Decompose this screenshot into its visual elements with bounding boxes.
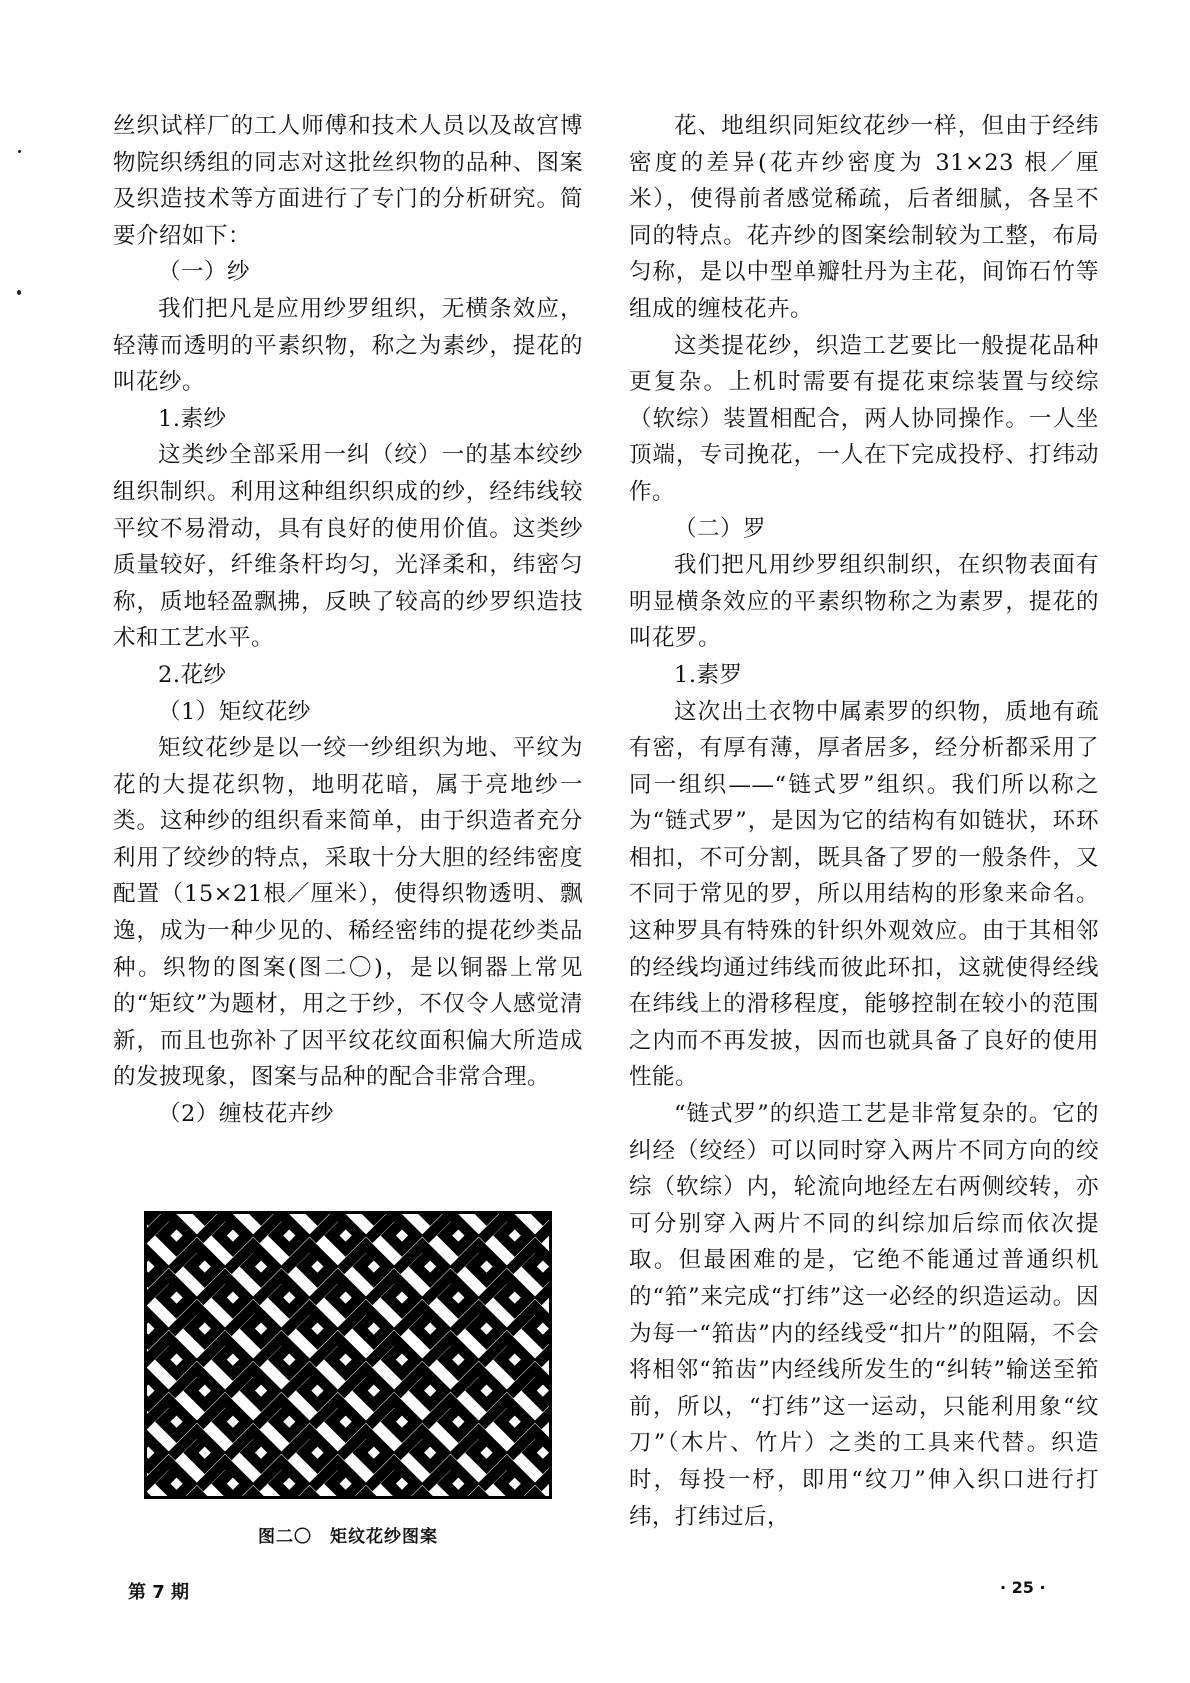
paragraph: 我们把凡用纱罗组织制织，在织物表面有明显横条效应的平素织物称之为素罗，提花的叫花罗。 — [629, 552, 1099, 652]
left-text-column — [113, 108, 583, 1133]
scan-speck — [17, 290, 21, 295]
paragraph: 我们把凡是应用纱罗组织，无横条效应，轻薄而透明的平素织物，称之为素纱，提花的叫花纱。 — [113, 295, 583, 396]
key-fret-motif — [288, 1214, 331, 1218]
section-heading: 1.素罗 — [674, 661, 743, 688]
key-fret-motif — [457, 1214, 500, 1218]
key-fret-motif — [175, 1214, 218, 1218]
key-fret-motif — [344, 1214, 387, 1218]
key-fret-motif — [147, 1307, 162, 1342]
paragraph: 这次出土衣物中属素罗的织物，质地有疏有密，有厚有薄，厚者居多，经分析都采用了同一组织——“链式罗”组织。我们所以称之为“链式罗”，是因为它的结构有如链状，环环相扣，不可分割，既具备了罗的一般条件，又不同于常见的罗，所以用结构的形象来命名。这种罗具有特殊的针织外观效应。由于其相邻的经线均通过纬线而彼此环扣，这就使得经线在纬线上的滑移程度，能够控制在较小的范围之内而不再发披，因而也就具备了良好的使用性能。 — [629, 698, 1099, 1091]
figure-caption: 图二〇 矩纹花纱图案 — [258, 1527, 438, 1547]
paragraph: 这类提花纱，织造工艺要比一般提花品种更复杂。上机时需要有提花束综装置与绞综（软综）装置相配合，两人协同操作。一人坐顶端，专司挽花，一人在下完成投杼、打纬动作。 — [629, 332, 1099, 505]
key-fret-motif — [147, 1431, 162, 1466]
section-heading: （2）缠枝花卉纱 — [158, 1101, 334, 1128]
meander-pattern-figure — [144, 1211, 552, 1499]
paragraph: 这类纱全部采用一纠（绞）一的基本绞纱组织制织。利用这种组织织成的纱，经纬线较平纹不易滑动，具有良好的使用价值。这类纱质量较好，纤维条杆均匀，光泽柔和，纬密匀称，质地轻盈飘拂，反映了较高的纱罗织造技术和工艺水平。 — [113, 442, 583, 652]
section-heading: （二）罗 — [674, 515, 767, 542]
page-number: · 25 · — [1000, 1578, 1046, 1597]
paragraph: 丝织试样厂的工人师傅和技术人员以及故宫博物院织绣组的同志对这批丝织物的品种、图案及织造技术等方面进行了专门的分析研究。简要介绍如下： — [113, 113, 583, 249]
key-fret-motif — [147, 1245, 162, 1280]
paragraph: 花、地组织同矩纹花纱一样，但由于经纬密度的差异(花卉纱密度为 31×23 根／厘米），使得前者感觉稀疏，后者细腻，各呈不同的特点。花卉纱的图案绘制较为工整，布局匀称，是以中型单瓣牡丹为主花，间饰石竹等组成的缠枝花卉。 — [629, 113, 1099, 322]
key-fret-pattern-graphic — [147, 1214, 549, 1496]
section-heading: （一）纱 — [158, 259, 251, 286]
paragraph: 矩纹花纱是以一绞一纱组织为地、平纹为花的大提花织物，地明花暗，属于亮地纱一类。这种纱的组织看来简单，由于织造者充分利用了绞纱的特点，采取十分大胆的经纬密度配置（15×21根／厘米），使得织物透明、飘逸，成为一种少见的、稀经密纬的提花纱类品种。织物的图案(图二〇)，是以铜器上常见的“矩纹”为题材，用之于纱，不仅令人感觉清新，而且也弥补了因平纹花纹面积偏大所造成的发披现象，图案与品种的配合非常合理。 — [113, 735, 583, 1091]
scan-speck — [18, 150, 21, 153]
key-fret-motif — [513, 1214, 549, 1218]
section-heading: （1）矩纹花纱 — [158, 698, 311, 725]
key-fret-motif — [147, 1493, 162, 1496]
paragraph: “链式罗”的织造工艺是非常复杂的。它的纠经（绞经）可以同时穿入两片不同方向的绞综（软综）内，轮流向地经左右两侧绞转，亦可分别穿入两片不同的纠综加后综而依次提取。但最困难的是，它绝不能通过普通织机的“筘”来完成“打纬”这一必经的织造运动。因为每一“筘齿”内的经线受“扣片”的阻隔，不会将相邻“筘齿”内经线所发生的“纠转”输送至筘前，所以，“打纬”这一运动，只能利用象“纹刀”（木片、竹片）之类的工具来代替。织造时，每投一杼，即用“纹刀”伸入织口进行打纬，打纬过后， — [629, 1101, 1099, 1530]
section-heading: 1.素纱 — [158, 405, 227, 432]
key-fret-motif — [401, 1214, 444, 1218]
key-fret-motifs — [147, 1214, 549, 1496]
key-fret-motif — [147, 1369, 162, 1404]
issue-number: 第 7 期 — [128, 1582, 190, 1603]
section-heading: 2.花纱 — [158, 661, 227, 688]
key-fret-motif — [232, 1214, 275, 1218]
right-text-column — [629, 108, 1099, 1535]
